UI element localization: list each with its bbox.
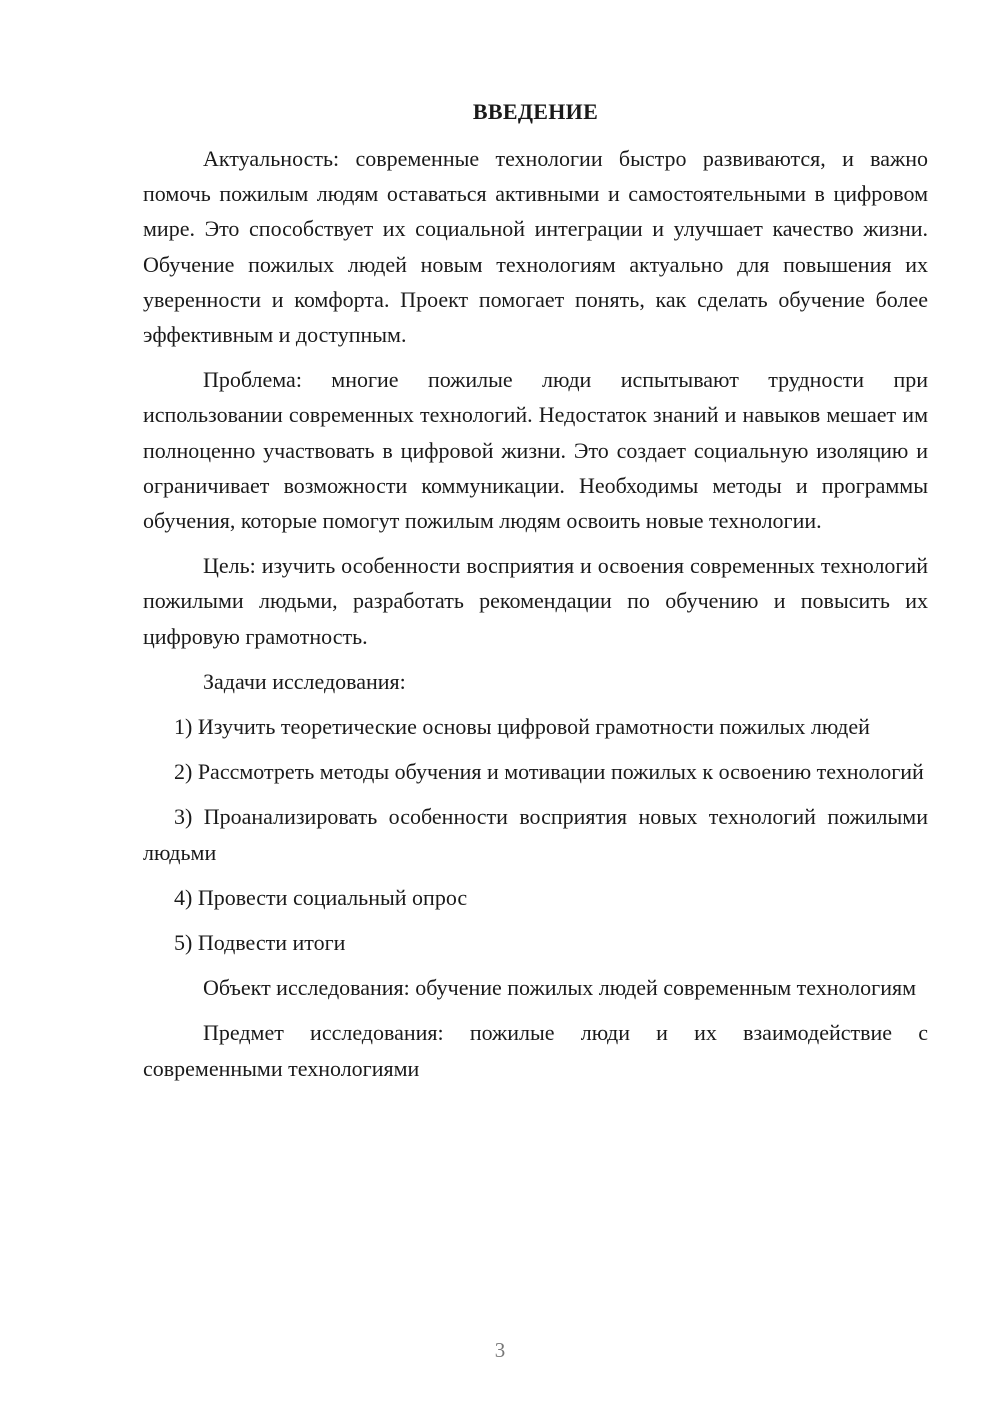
task-item: 4) Провести социальный опрос: [174, 884, 468, 910]
tasks-list: [143, 709, 928, 960]
task-item: 5) Подвести итоги: [174, 930, 346, 956]
page-number: 3: [494, 1338, 506, 1362]
task-item: 3) Проанализировать особенности восприятия новых технологий пожилыми людьми: [143, 804, 928, 865]
section-title: ВВЕДЕНИЕ: [472, 99, 599, 124]
task-item: 1) Изучить теоретические основы цифровой грамотности пожилых людей: [174, 714, 870, 740]
relevance-paragraph: Актуальность: современные технологии быстро развиваются, и важно помочь пожилым людям оставаться активными и самостоятельными в цифровом мире. Это способствует их социальной интеграции и улучшает качество жизни. Обучение пожилых людей новым технологиям актуально для повышения их уверенности и комфорта. Проект помогает понять, как сделать обучение более эффективным и доступным.: [143, 146, 928, 348]
goal-paragraph: Цель: изучить особенности восприятия и освоения современных технологий пожилыми людьми, разработать рекомендации по обучению и повысить их цифровую грамотность.: [143, 553, 928, 649]
document-body: [143, 94, 928, 1096]
research-subject-paragraph: Предмет исследования: пожилые люди и их взаимодействие с современными технологиями: [143, 1020, 928, 1081]
research-object-paragraph: Объект исследования: обучение пожилых людей современным технологиям: [203, 975, 917, 1001]
task-item: 2) Рассмотреть методы обучения и мотивации пожилых к освоению технологий: [174, 759, 924, 785]
tasks-heading: Задачи исследования:: [203, 668, 406, 694]
problem-paragraph: Проблема: многие пожилые люди испытывают трудности при использовании современных технологий. Недостаток знаний и навыков мешает им полноценно участвовать в цифровой жизни. Это создает социальную изоляцию и ограничивает возможности коммуникации. Необходимы методы и программы обучения, которые помогут пожилым людям освоить новые технологии.: [143, 367, 928, 534]
